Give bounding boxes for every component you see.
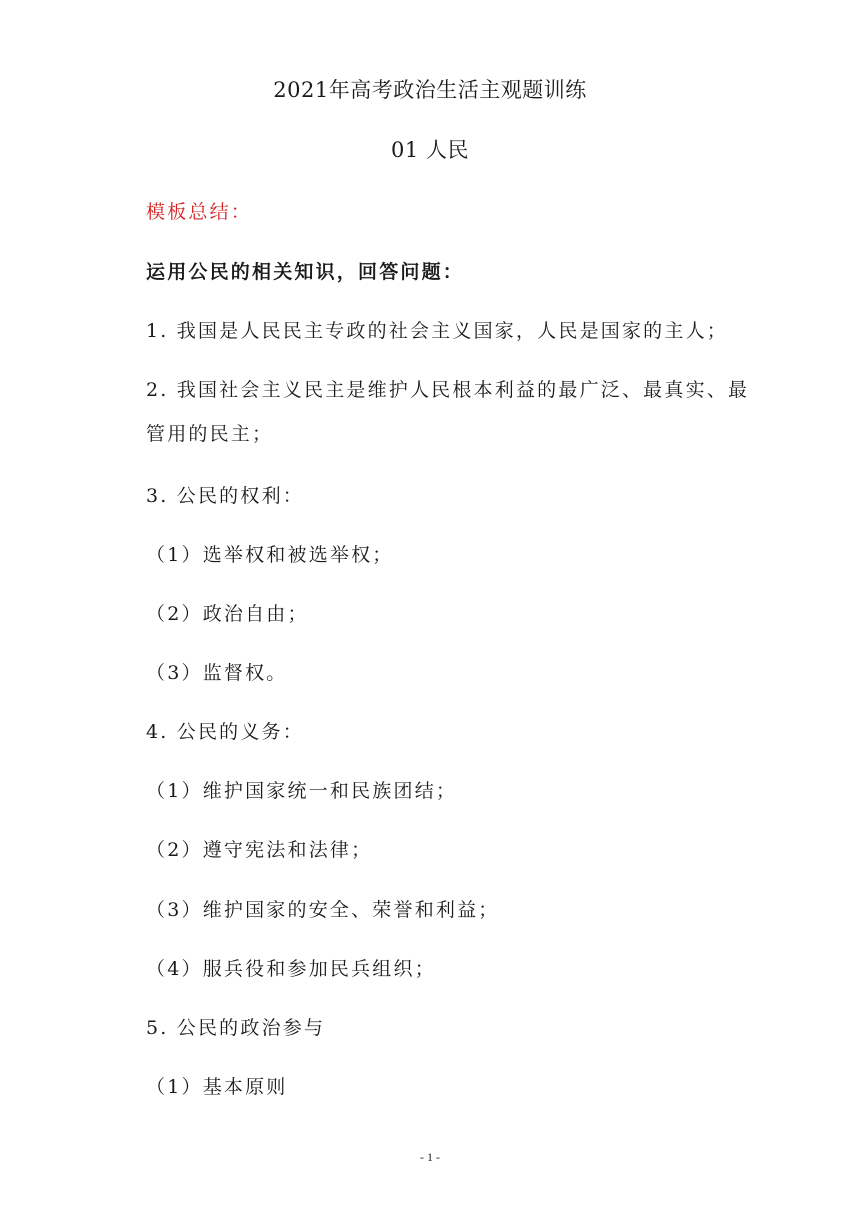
list-item: 2. 我国社会主义民主是维护人民根本利益的最广泛、最真实、最 xyxy=(146,379,750,401)
list-item: 1. 我国是人民民主专政的社会主义国家，人民是国家的主人； xyxy=(146,320,728,342)
template-heading: 模板总结： xyxy=(146,201,253,223)
list-item: （1）基本原则 xyxy=(146,1076,288,1098)
list-item: 3. 公民的权利： xyxy=(146,485,304,507)
question-prompt: 运用公民的相关知识，回答问题： xyxy=(146,261,465,283)
list-item: 5. 公民的政治参与 xyxy=(146,1017,326,1039)
document-title: 2021年高考政治生活主观题训练 xyxy=(273,78,587,102)
list-item: （1）维护国家统一和民族团结； xyxy=(146,780,458,802)
list-item: （4）服兵役和参加民兵组织； xyxy=(146,958,436,980)
list-item: （3）监督权。 xyxy=(146,662,288,684)
list-item: （2）遵守宪法和法律； xyxy=(146,839,373,861)
document-subtitle: 01 人民 xyxy=(391,138,469,162)
list-item: 4. 公民的义务： xyxy=(146,721,304,743)
list-item: （1）选举权和被选举权； xyxy=(146,544,394,566)
list-item: （3）维护国家的安全、荣誉和利益； xyxy=(146,899,500,921)
list-item: 管用的民主； xyxy=(146,423,274,445)
page-number: - 1 - xyxy=(420,1150,440,1164)
list-item: （2）政治自由； xyxy=(146,603,309,625)
